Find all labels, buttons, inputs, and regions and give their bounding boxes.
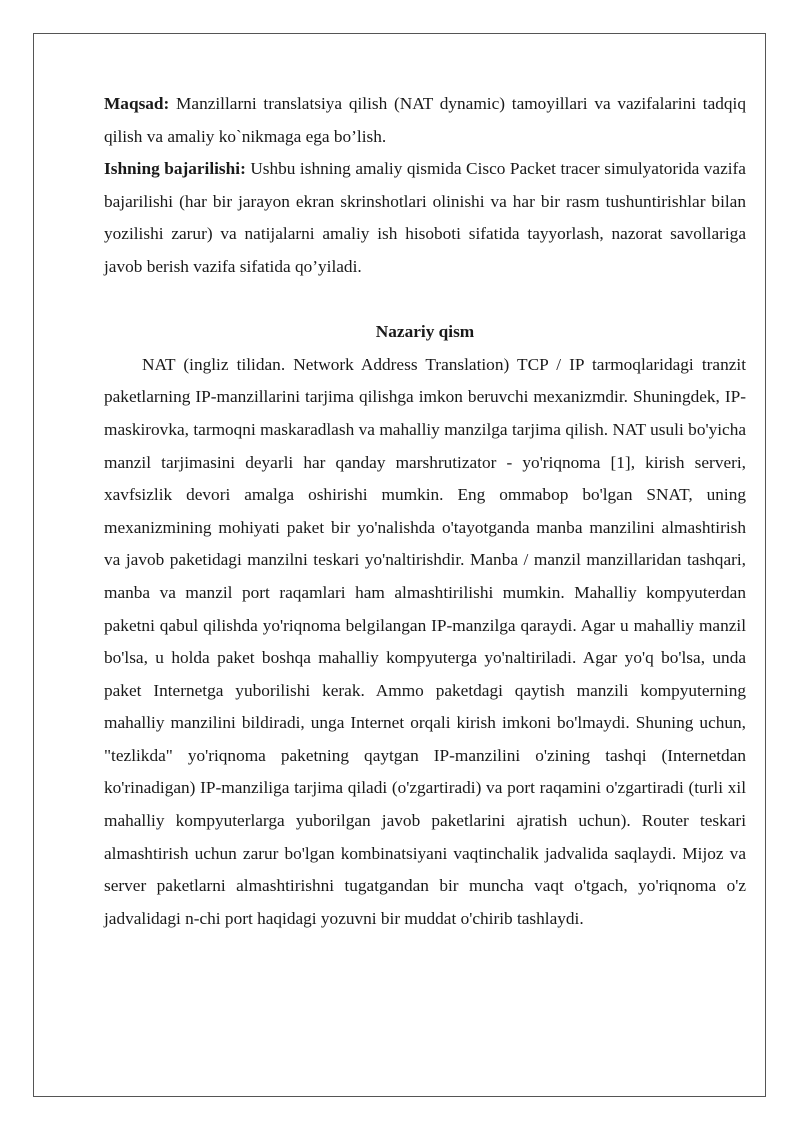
document-body: [104, 88, 746, 935]
theory-paragraph: NAT (ingliz tilidan. Network Address Translation) TCP / IP tarmoqlaridagi tranzit paketlarning IP-manzillarini tarjima qilishga imkon beruvchi mexanizmdir. Shuningdek, IP-maskirovka, tarmoqni maskaradlash va mahalliy manzilga tarjima qilish. NAT usuli bo'yicha manzil tarjimasini deyarli har qanday marshrutizator - yo'riqnoma [1], kirish serveri, xavfsizlik devori amalga oshirishi mumkin. Eng ommabop bo'lgan SNAT, uning mexanizmining mohiyati paket bir yo'nalishda o'tayotganda manba manzilini almashtirish va javob paketidagi manzilni teskari yo'naltirishdir. Manba / manzil manzillaridan tashqari, manba va manzil port raqamlari ham almashtirilishi mumkin. Mahalliy kompyuterdan paketni qabul qilishda yo'riqnoma belgilangan IP-manzilga qaraydi. Agar u mahalliy manzil bo'lsa, u holda paket boshqa mahalliy kompyuterga yo'naltiriladi. Agar yo'q bo'lsa, unda paket Internetga yuborilishi kerak. Ammo paketdagi qaytish manzili kompyuterning mahalliy manzilini bildiradi, unga Internet orqali kirish imkoni bo'lmaydi. Shuning uchun, "tezlikda" yo'riqnoma paketning qaytgan IP-manzilini o'zining tashqi (Internetdan ko'rinadigan) IP-manziliga tarjima qiladi (o'zgartiradi) va port raqamini o'zgartiradi (turli xil mahalliy kompyuterlarga yuborilgan javob paketlarini ajratish uchun). Router teskari almashtirish uchun zarur bo'lgan kombinatsiyani vaqtinchalik jadvalida saqlaydi. Mijoz va server paketlarni almashtirishni tugatgandan bir muncha vaqt o'tgach, yo'riqnoma o'z jadvalidagi n-chi port haqidagi yozuvni bir muddat o'chirib tashlaydi.: [104, 354, 746, 928]
execution-label: Ishning bajarilishi:: [104, 159, 246, 179]
execution-paragraph: [104, 153, 746, 283]
section-heading: Nazariy qism: [375, 322, 475, 342]
goal-paragraph: [104, 88, 746, 153]
execution-text: Ushbu ishning amaliy qismida Cisco Packet tracer simulyatorida vazifa bajarilishi (har bir jarayon ekran skrinshotlari olinishi va har bir rasm tushuntirishlar bilan yozilishi zarur) va natijalarni amaliy ish hisoboti sifatida tayyorlash, nazorat savollariga javob berish vazifa sifatida qo’yiladi.: [104, 159, 746, 276]
goal-label: Maqsad:: [104, 94, 170, 113]
goal-text: Manzillarni translatsiya qilish (NAT dynamic) tamoyillari va vazifalarini tadqiq qilish va amaliy ko`nikmaga ega bo’lish.: [104, 94, 746, 146]
